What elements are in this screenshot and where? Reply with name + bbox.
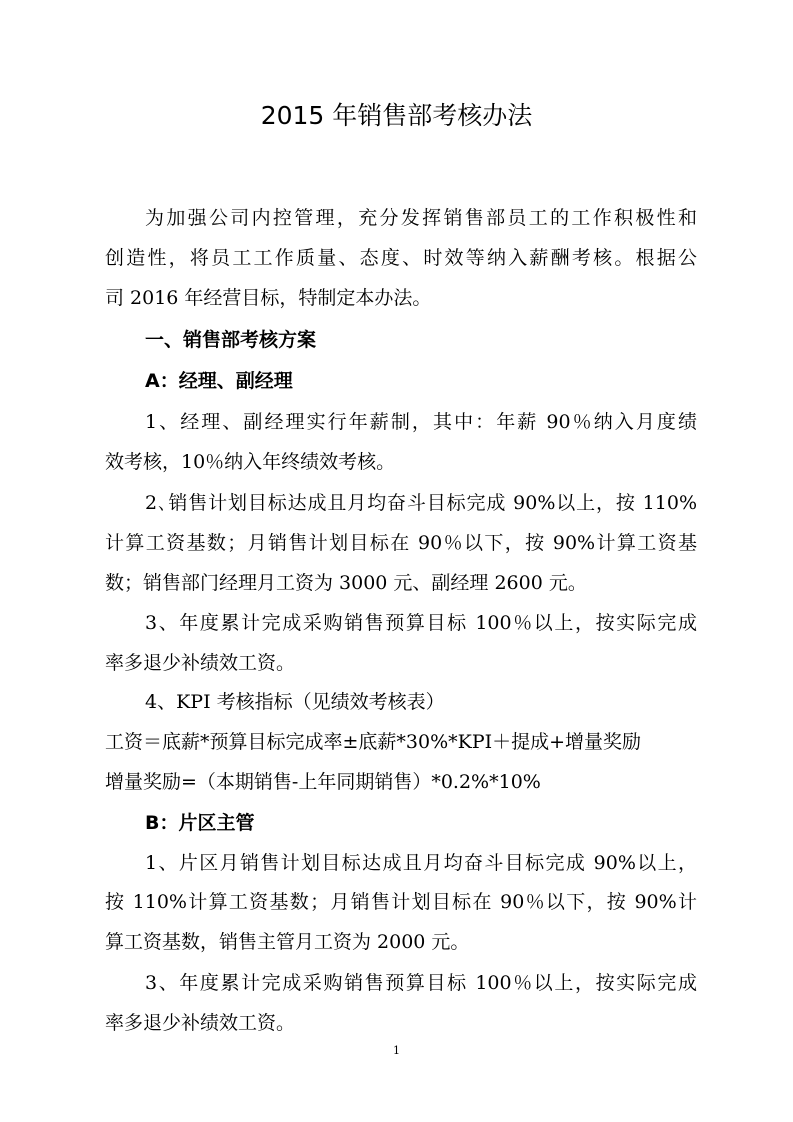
- section-heading: 一、销售部考核方案: [145, 329, 317, 351]
- paragraph-line: 1、片区月销售计划目标达成且月均奋斗目标完成 90%以上，: [145, 852, 697, 874]
- paragraph-line: 1、经理、副经理实行年薪制，其中：年薪 90％纳入月度绩: [145, 411, 697, 433]
- paragraph-line: 4、KPI 考核指标（见绩效考核表）: [145, 691, 445, 713]
- paragraph-line: 3、年度累计完成采购销售预算目标 100％以上，按实际完成: [145, 972, 697, 994]
- paragraph-line: 创造性，将员工工作质量、态度、时效等纳入薪酬考核。根据公: [105, 247, 697, 269]
- paragraph-line: 率多退少补绩效工资。: [105, 1012, 296, 1034]
- paragraph-line: 司 2016 年经营目标，特制定本办法。: [105, 287, 432, 309]
- paragraph-line: 率多退少补绩效工资。: [105, 652, 296, 674]
- formula-line: 增量奖励=（本期销售-上年同期销售）*0.2%*10%: [105, 771, 541, 793]
- paragraph-line: 效考核，10％纳入年终绩效考核。: [105, 451, 396, 473]
- paragraph-line: 3、年度累计完成采购销售预算目标 100％以上，按实际完成: [145, 612, 697, 634]
- page-number: 1: [393, 1044, 400, 1057]
- paragraph-line: 算工资基数，销售主管月工资为 2000 元。: [105, 931, 470, 953]
- paragraph-line: 计算工资基数；月销售计划目标在 90％以下，按 90%计算工资基: [105, 532, 697, 554]
- subsection-heading: A：经理、副经理: [145, 370, 293, 392]
- subsection-heading: B：片区主管: [145, 812, 255, 834]
- paragraph-line: 按 110%计算工资基数；月销售计划目标在 90％以下，按 90%计: [105, 891, 697, 913]
- document-title: 2015 年销售部考核办法: [260, 101, 533, 130]
- formula-line: 工资＝底薪*预算目标完成率±底薪*30%*KPI＋提成+增量奖励: [105, 731, 642, 753]
- paragraph-line: 2､销售计划目标达成且月均奋斗目标完成 90%以上，按 110%: [145, 492, 697, 514]
- paragraph-line: 数；销售部门经理月工资为 3000 元、副经理 2600 元。: [105, 572, 587, 594]
- paragraph-line: 为加强公司内控管理，充分发挥销售部员工的工作积极性和: [145, 207, 697, 229]
